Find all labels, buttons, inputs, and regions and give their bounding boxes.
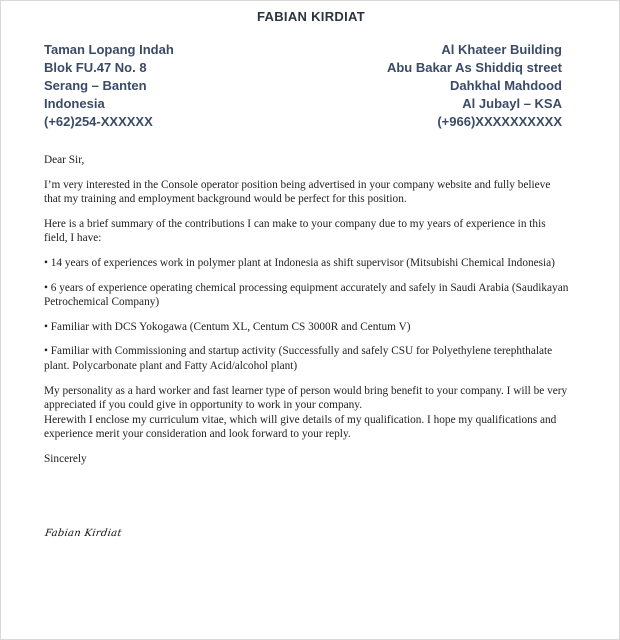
intro-paragraph: I’m very interested in the Console operator position being advertised in your company website and fully believe that my training and employment background would be perfect for this position. — [44, 178, 551, 206]
recipient-line: (+966)XXXXXXXXXX — [437, 114, 562, 129]
sender-line: Blok FU.47 No. 8 — [44, 60, 147, 75]
recipient-line: Dahkhal Mahdood — [450, 78, 562, 93]
recipient-address — [387, 41, 562, 131]
bullet-item: • 6 years of experience operating chemical processing equipment accurately and safely in Saudi Arabia (Saudikayan Petrochemical Company) — [44, 281, 569, 309]
bullet-item: • Familiar with DCS Yokogawa (Centum XL, Centum CS 3000R and Centum V) — [44, 320, 411, 333]
recipient-line: Al Khateer Building — [441, 42, 562, 57]
sender-address — [44, 41, 174, 131]
sender-line: (+62)254-XXXXXX — [44, 114, 153, 129]
closing: Sincerely — [44, 452, 87, 465]
sender-line: Taman Lopang Indah — [44, 42, 174, 57]
enclosure-paragraph: Herewith I enclose my curriculum vitae, which will give details of my qualification. I hope my qualifications and experience merit your consideration and look forward to your reply. — [44, 413, 557, 441]
recipient-line: Al Jubayl – KSA — [462, 96, 562, 111]
summary-intro-paragraph: Here is a brief summary of the contributions I can make to your company due to my years of experience in this field, I have: — [44, 217, 546, 245]
bullet-item: • 14 years of experiences work in polymer plant at Indonesia as shift supervisor (Mitsubishi Chemical Indonesia) — [44, 256, 555, 269]
personality-paragraph: My personality as a hard worker and fast learner type of person would bring benefit to your company. I will be very appreciated if you could give in opportunity to work in your company. — [44, 384, 568, 412]
letter-title: FABIAN KIRDIAT — [257, 9, 365, 24]
letter-body — [44, 153, 569, 477]
handwritten-signature: Fabian Kirdiat — [44, 528, 123, 539]
sender-line: Serang – Banten — [44, 78, 147, 93]
bullet-item: • Familiar with Commissioning and startup activity (Successfully and safely CSU for Polyethylene terephthalate plant. Polycarbonate plant and Fatty Acid/alcohol plant) — [44, 345, 553, 372]
salutation: Dear Sir, — [44, 154, 85, 166]
sender-line: Indonesia — [44, 96, 105, 111]
recipient-line: Abu Bakar As Shiddiq street — [386, 60, 562, 75]
